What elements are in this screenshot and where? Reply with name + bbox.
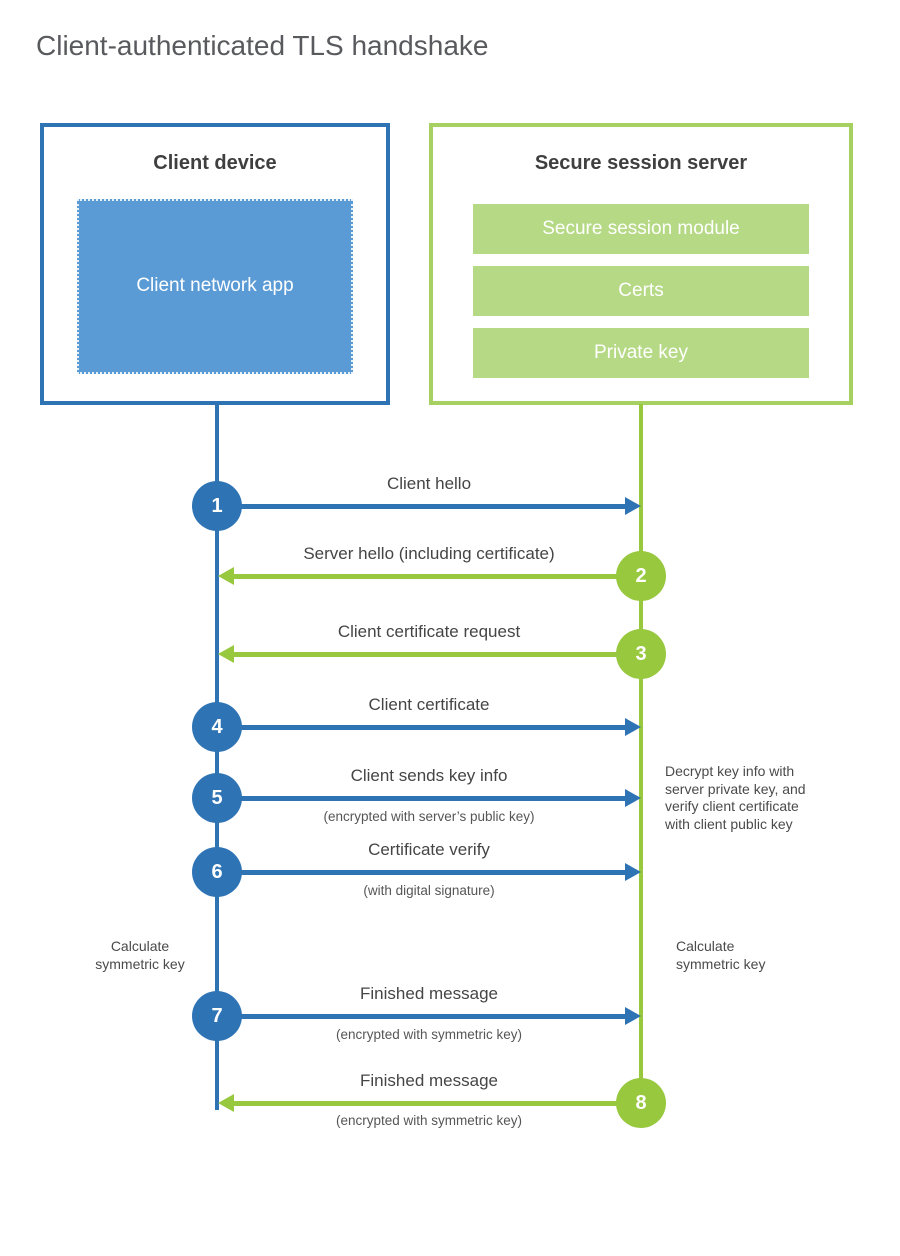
server-module-bar: Secure session module [473, 204, 809, 254]
message-label: Finished message [360, 1071, 498, 1090]
client-calculate-note: Calculate symmetric key [95, 938, 185, 972]
server-module-bar: Certs [473, 266, 809, 316]
arrow-line [217, 870, 627, 875]
server-module-bar: Private key [473, 328, 809, 378]
step-number-badge: 1 [192, 481, 242, 531]
step-number-badge: 2 [616, 551, 666, 601]
step-number-badge: 6 [192, 847, 242, 897]
arrow-left-icon [218, 645, 234, 663]
server-decrypt-note: Decrypt key info with server private key, and verify client certificate with client public key [665, 763, 806, 832]
arrow-line [217, 1014, 627, 1019]
step-number-badge: 4 [192, 702, 242, 752]
message-sublabel: (encrypted with server’s public key) [323, 809, 535, 824]
message-label: Certificate verify [368, 840, 490, 859]
client-network-app-box [77, 199, 353, 374]
message-label: Client hello [386, 474, 472, 493]
message-label: Server hello (including certificate) [303, 544, 555, 563]
message-sublabel: (with digital signature) [363, 883, 495, 898]
page-title: Client-authenticated TLS handshake [36, 30, 489, 61]
arrow-right-icon [625, 863, 641, 881]
arrow-line [217, 725, 627, 730]
step-number-badge: 5 [192, 773, 242, 823]
arrow-right-icon [625, 497, 641, 515]
arrow-left-icon [218, 1094, 234, 1112]
arrow-line [233, 574, 641, 579]
message-label: Finished message [360, 984, 498, 1003]
arrow-left-icon [218, 567, 234, 585]
message-sublabel: (encrypted with symmetric key) [335, 1027, 523, 1042]
message-label: Client certificate request [337, 622, 521, 641]
arrow-line [217, 796, 627, 801]
secure-session-server-title: Secure session server [534, 152, 748, 174]
arrow-line [217, 504, 627, 509]
step-number-badge: 3 [616, 629, 666, 679]
arrow-line [233, 652, 641, 657]
arrow-right-icon [625, 718, 641, 736]
arrow-right-icon [625, 789, 641, 807]
client-device-box [40, 123, 390, 405]
message-label: Client certificate [368, 695, 490, 714]
message-label: Client sends key info [350, 766, 508, 785]
arrow-right-icon [625, 1007, 641, 1025]
message-sublabel: (encrypted with symmetric key) [335, 1113, 523, 1128]
secure-session-server-box [429, 123, 853, 405]
arrow-line [233, 1101, 641, 1106]
server-calculate-note: Calculate symmetric key [676, 938, 766, 972]
client-network-app-label: Client network app [136, 275, 294, 297]
client-device-title: Client device [153, 152, 277, 174]
step-number-badge: 7 [192, 991, 242, 1041]
step-number-badge: 8 [616, 1078, 666, 1128]
